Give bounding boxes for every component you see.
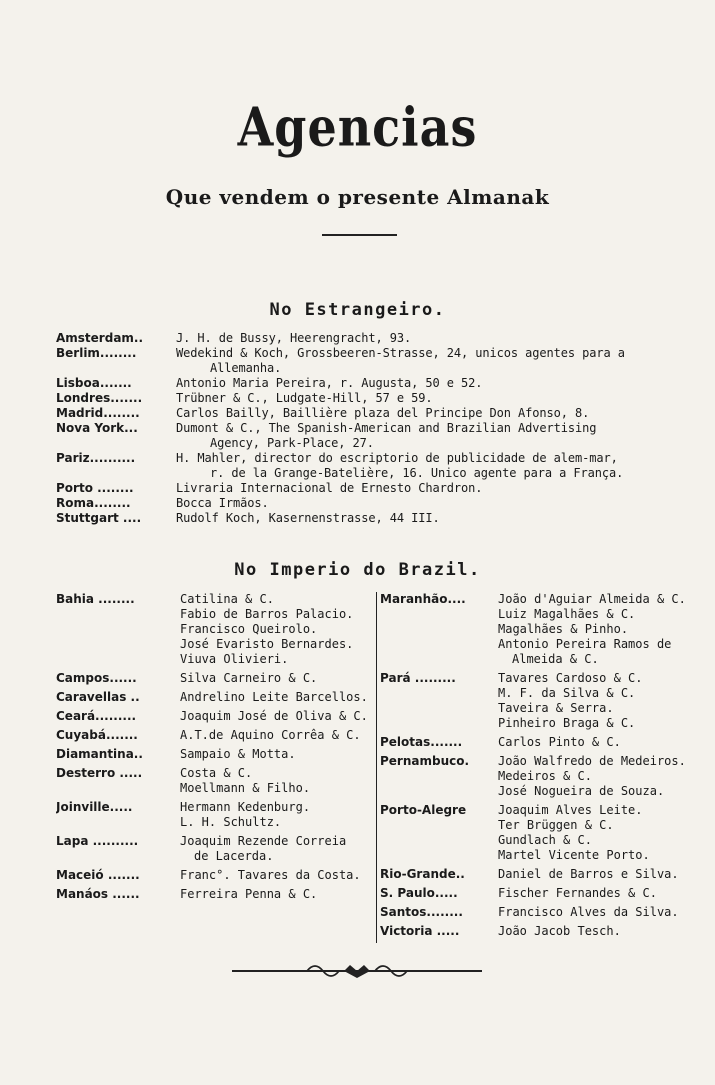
brazil-agents	[180, 728, 374, 743]
foreign-city: Amsterdam..	[56, 331, 144, 345]
brazil-agent-line: Ter Brüggen & C.	[498, 818, 614, 832]
foreign-heading: No Estrangeiro.	[269, 300, 446, 320]
brazil-agent-line: Joaquim José de Oliva & C.	[180, 709, 368, 723]
brazil-agency-entry	[380, 592, 698, 667]
brazil-agent-line: Hermann Kedenburg.	[180, 800, 311, 814]
foreign-city: Porto ........	[56, 481, 134, 495]
brazil-city: Cuyabá.......	[56, 728, 138, 742]
foreign-agency-row	[56, 376, 696, 391]
foreign-agency-row	[56, 496, 696, 511]
brazil-agent-line: Ferreira Penna & C.	[180, 887, 318, 901]
foreign-agent	[176, 496, 696, 511]
foreign-agent-text: J. H. de Bussy, Heerengracht, 93.	[176, 331, 412, 345]
brazil-agent-line: Fabio de Barros Palacio.	[180, 607, 354, 621]
brazil-city: Maceió .......	[56, 868, 140, 882]
foreign-agent	[176, 391, 696, 406]
brazil-city: Pelotas.......	[380, 735, 463, 749]
brazil-agent-line: Pinheiro Braga & C.	[498, 716, 636, 730]
brazil-city: Rio-Grande..	[380, 867, 465, 881]
brazil-agents	[180, 800, 374, 830]
brazil-agent-line: Gundlach & C.	[498, 833, 592, 847]
foreign-agent-continuation: Agency, Park-Place, 27.	[210, 436, 374, 450]
foreign-agency-row	[56, 421, 696, 451]
brazil-agent-line: José Nogueira de Souza.	[498, 784, 665, 798]
brazil-agency-entry	[56, 747, 374, 762]
brazil-agency-entry	[380, 671, 698, 731]
brazil-agency-entry	[380, 754, 698, 799]
foreign-city: Stuttgart ....	[56, 511, 142, 525]
foreign-city: Lisboa.......	[56, 376, 132, 390]
foreign-agency-row	[56, 331, 696, 346]
brazil-agency-entry	[56, 592, 374, 667]
brazil-agent-line: João d'Aguiar Almeida & C.	[498, 592, 686, 606]
brazil-agents	[180, 868, 374, 883]
brazil-agents	[498, 754, 698, 799]
brazil-agents	[180, 592, 374, 667]
brazil-city: Joinville.....	[56, 800, 133, 814]
brazil-agency-entry	[380, 803, 698, 863]
foreign-city: Berlim........	[56, 346, 137, 360]
foreign-agency-row	[56, 406, 696, 421]
brazil-agency-entry	[56, 690, 374, 705]
brazil-agents	[180, 887, 374, 902]
brazil-agent-line: Taveira & Serra.	[498, 701, 614, 715]
brazil-agents	[498, 867, 698, 882]
brazil-agency-entry	[56, 834, 374, 864]
brazil-city: S. Paulo.....	[380, 886, 458, 900]
brazil-agent-line: Martel Vicente Porto.	[498, 848, 650, 862]
brazil-agent-line: João Jacob Tesch.	[498, 924, 621, 938]
brazil-agent-line: de Lacerda.	[194, 849, 274, 863]
brazil-agency-entry	[56, 868, 374, 883]
brazil-city: Manáos ......	[56, 887, 140, 901]
foreign-agent-text: Carlos Bailly, Baillière plaza del Principe Don Afonso, 8.	[176, 406, 590, 420]
brazil-agent-line: Magalhães & Pinho.	[498, 622, 629, 636]
brazil-agents	[180, 690, 374, 705]
brazil-city: Caravellas ..	[56, 690, 140, 704]
brazil-agent-line: Joaquim Alves Leite.	[498, 803, 643, 817]
foreign-agency-row	[56, 451, 696, 481]
brazil-agent-line: João Walfredo de Medeiros.	[498, 754, 686, 768]
foreign-agent-text: Dumont & C., The Spanish-American and Brazilian Advertising	[176, 421, 597, 435]
brazil-agent-line: Catilina & C.	[180, 592, 274, 606]
brazil-agents	[180, 671, 374, 686]
brazil-agency-entry	[56, 887, 374, 902]
brazil-agents	[498, 886, 698, 901]
brazil-city: Victoria .....	[380, 924, 460, 938]
page-subtitle: Que vendem o presente Almanak	[165, 185, 550, 209]
brazil-agents	[180, 834, 374, 864]
brazil-city: Maranhão....	[380, 592, 466, 606]
foreign-agent-text: Trübner & C., Ludgate-Hill, 57 e 59.	[176, 391, 433, 405]
title-divider	[322, 234, 397, 236]
foreign-agent	[176, 346, 696, 376]
foreign-agent	[176, 451, 696, 481]
brazil-agents	[180, 747, 374, 762]
foreign-agent-continuation: r. de la Grange-Batelière, 16. Unico agente para a França.	[210, 466, 624, 480]
brazil-left-column	[56, 592, 377, 943]
foreign-city: Roma........	[56, 496, 131, 510]
foreign-city: Pariz..........	[56, 451, 136, 465]
foreign-agent-text: Rudolf Koch, Kasernenstrasse, 44 III.	[176, 511, 440, 525]
foreign-agent	[176, 331, 696, 346]
brazil-agents	[498, 735, 698, 750]
foreign-agent-text: Livraria Internacional de Ernesto Chardron.	[176, 481, 483, 495]
brazil-city: Santos........	[380, 905, 463, 919]
brazil-agents	[498, 803, 698, 863]
brazil-agent-line: Almeida & C.	[512, 652, 599, 666]
brazil-agent-line: Carlos Pinto & C.	[498, 735, 621, 749]
brazil-city: Porto-Alegre	[380, 803, 467, 817]
brazil-city: Pernambuco.	[380, 754, 470, 768]
brazil-city: Ceará.........	[56, 709, 137, 723]
brazil-agent-line: Costa & C.	[180, 766, 253, 780]
brazil-agents	[498, 924, 698, 939]
brazil-agent-line: Moellmann & Filho.	[180, 781, 311, 795]
foreign-agent-text: Bocca Irmãos.	[176, 496, 269, 510]
foreign-agency-row	[56, 511, 696, 526]
brazil-agency-entry	[56, 671, 374, 686]
brazil-agent-line: Francisco Queirolo.	[180, 622, 318, 636]
foreign-agency-row	[56, 346, 696, 376]
brazil-city: Lapa ..........	[56, 834, 139, 848]
brazil-agent-line: Sampaio & Motta.	[180, 747, 296, 761]
brazil-agent-line: Viuva Olivieri.	[180, 652, 289, 666]
brazil-agent-line: M. F. da Silva & C.	[498, 686, 636, 700]
foreign-city: Madrid........	[56, 406, 140, 420]
foreign-agent-text: H. Mahler, director do escriptorio de publicidade de alem-mar,	[176, 451, 618, 465]
foreign-city: Londres.......	[56, 391, 143, 405]
brazil-agent-line: Francisco Alves da Silva.	[498, 905, 679, 919]
brazil-agent-line: Luiz Magalhães & C.	[498, 607, 636, 621]
brazil-city: Diamantina..	[56, 747, 143, 761]
foreign-agent	[176, 421, 696, 451]
brazil-city: Campos......	[56, 671, 137, 685]
brazil-agent-line: José Evaristo Bernardes.	[180, 637, 354, 651]
brazil-agent-line: Franc°. Tavares da Costa.	[180, 868, 361, 882]
foreign-agencies-list	[56, 331, 696, 526]
page-title: Agencias	[237, 95, 478, 159]
brazil-agent-line: A.T.de Aquino Corrêa & C.	[180, 728, 361, 742]
brazil-agent-line: Tavares Cardoso & C.	[498, 671, 643, 685]
brazil-right-column	[377, 592, 698, 943]
foreign-agent-text: Wedekind & Koch, Grossbeeren-Strasse, 24, unicos agentes para a	[176, 346, 625, 360]
brazil-agency-entry	[380, 867, 698, 882]
foreign-city: Nova York...	[56, 421, 138, 435]
brazil-agent-line: L. H. Schultz.	[180, 815, 282, 829]
decorative-ornament	[232, 958, 482, 982]
brazil-agent-line: Silva Carneiro & C.	[180, 671, 318, 685]
brazil-city: Bahia ........	[56, 592, 135, 606]
brazil-agencies-table	[56, 592, 698, 943]
foreign-agent-continuation: Allemanha.	[210, 361, 282, 375]
foreign-agent	[176, 511, 696, 526]
brazil-agency-entry	[380, 735, 698, 750]
brazil-agency-entry	[56, 800, 374, 830]
brazil-agent-line: Fischer Fernandes & C.	[498, 886, 657, 900]
brazil-agency-entry	[380, 886, 698, 901]
brazil-agents	[180, 766, 374, 796]
brazil-agency-entry	[380, 924, 698, 939]
brazil-agents	[180, 709, 374, 724]
brazil-agent-line: Joaquim Rezende Correia	[180, 834, 347, 848]
foreign-agent	[176, 376, 696, 391]
foreign-agent-text: Antonio Maria Pereira, r. Augusta, 50 e 52.	[176, 376, 483, 390]
brazil-city: Pará .........	[380, 671, 456, 685]
brazil-heading: No Imperio do Brazil.	[234, 560, 481, 580]
foreign-agency-row	[56, 391, 696, 406]
brazil-agency-entry	[380, 905, 698, 920]
foreign-agent	[176, 406, 696, 421]
brazil-agents	[498, 592, 698, 667]
brazil-agency-entry	[56, 728, 374, 743]
brazil-agents	[498, 671, 698, 731]
brazil-agent-line: Medeiros & C.	[498, 769, 592, 783]
brazil-city: Desterro .....	[56, 766, 143, 780]
brazil-agents	[498, 905, 698, 920]
brazil-agency-entry	[56, 709, 374, 724]
brazil-agent-line: Andrelino Leite Barcellos.	[180, 690, 368, 704]
foreign-agent	[176, 481, 696, 496]
brazil-agency-entry	[56, 766, 374, 796]
foreign-agency-row	[56, 481, 696, 496]
brazil-agent-line: Daniel de Barros e Silva.	[498, 867, 679, 881]
brazil-agent-line: Antonio Pereira Ramos de	[498, 637, 672, 651]
